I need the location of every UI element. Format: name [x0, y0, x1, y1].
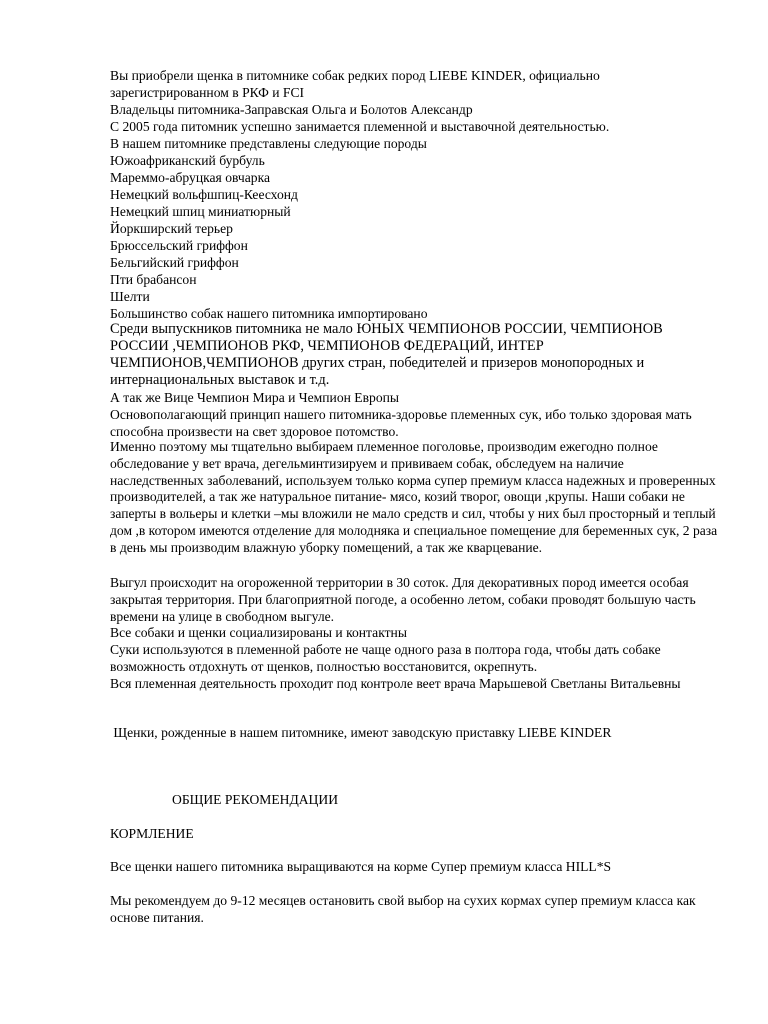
walking-paragraph: Выгул происходит на огороженной территории в 30 соток. Для декоративных пород имеется особая закрытая территория. При благоприятной погоде, а особенно летом, собаки проводят большую часть времени на улице в свободном выгуле. — [110, 575, 696, 624]
breed-item: Йоркширский терьер — [110, 221, 233, 236]
feeding-heading: КОРМЛЕНИЕ — [110, 826, 194, 841]
history-line: С 2005 года питомник успешно занимается племенной и выставочной деятельностью. — [110, 119, 610, 134]
breed-item: Немецкий шпиц миниатюрный — [110, 204, 291, 219]
kennel-prefix-line: Щенки, рожденные в нашем питомнике, имеют заводскую приставку LIEBE KINDER — [110, 725, 612, 740]
owners-line: Владельцы питомника-Заправская Ольга и Болотов Александр — [110, 102, 473, 117]
breed-item: Брюссельский гриффон — [110, 238, 248, 253]
breed-item: Бельгийский гриффон — [110, 255, 239, 270]
champions-paragraph: Среди выпускников питомника не мало ЮНЫХ ЧЕМПИОНОВ РОССИИ, ЧЕМПИОНОВ РОССИИ ,ЧЕМПИОНОВ РКФ, ЧЕМПИОНОВ ФЕДЕРАЦИЙ, ИНТЕР ЧЕМПИОНОВ,ЧЕМПИОНОВ других стран, победителей и призеров монопородных и интернациональных выставок и т.д. — [110, 321, 663, 388]
vice-champion-line: А так же Вице Чемпион Мира и Чемпион Европы — [110, 390, 400, 405]
vet-control-paragraph: Вся племенная деятельность проходит под контроле веет врача Марьшевой Светланы Витальевны — [110, 676, 681, 691]
import-line: Большинство собак нашего питомника импортировано — [110, 306, 428, 321]
breed-item: Немецкий вольфшпиц-Кеесхонд — [110, 187, 298, 202]
socialization-line: Все собаки и щенки социализированы и контактны — [110, 625, 407, 640]
feeding-recommendation: Мы рекомендуем до 9-12 месяцев остановить свой выбор на сухих кормах супер премиум класса как основе питания. — [110, 893, 696, 925]
health-principle-paragraph: Основополагающий принцип нашего питомника-здоровье племенных сук, ибо только здоровая мать способна произвести на свет здоровое потомство. — [110, 407, 692, 439]
intro-paragraph: Вы приобрели щенка в питомнике собак редких пород LIEBE KINDER, официально зарегистрированном в РКФ и FCI — [110, 68, 600, 100]
breeds-intro: В нашем питомнике представлены следующие породы — [110, 136, 427, 151]
care-paragraph: Именно поэтому мы тщательно выбираем племенное поголовье, производим ежегодно полное обследование у вет врача, дегельминтизируем и прививаем собак, обследуем на наличие наследственных заболеваний, используем только корма супер премиум класса надежных и проверенных производителей, а так же натуральное питание- мясо, козий творог, овощи ,крупы. Наши собаки не заперты в вольеры и клетки –мы вложили не мало средств и сил, чтобы у них был просторный и теплый дом ,в котором имеются отделение для молодняка и специальное помещение для беременных сук, 2 раза в день мы производим влажную уборку помещений, а так же кварцевание. — [110, 439, 718, 555]
breed-item: Пти брабансон — [110, 272, 197, 287]
breed-item: Шелти — [110, 289, 150, 304]
breed-item: Мареммо-абруцкая овчарка — [110, 170, 270, 185]
breeding-paragraph: Суки используются в племенной работе не чаще одного раза в полтора года, чтобы дать собаке возможность отдохнуть от щенков, полностью восстановится, окрепнуть. — [110, 642, 661, 674]
breed-item: Южоафриканский бурбуль — [110, 153, 265, 168]
feeding-text: Все щенки нашего питомника выращиваются на корме Супер премиум класса HILL*S — [110, 859, 612, 874]
general-recommendations-heading: ОБЩИЕ РЕКОМЕНДАЦИИ — [172, 792, 339, 807]
